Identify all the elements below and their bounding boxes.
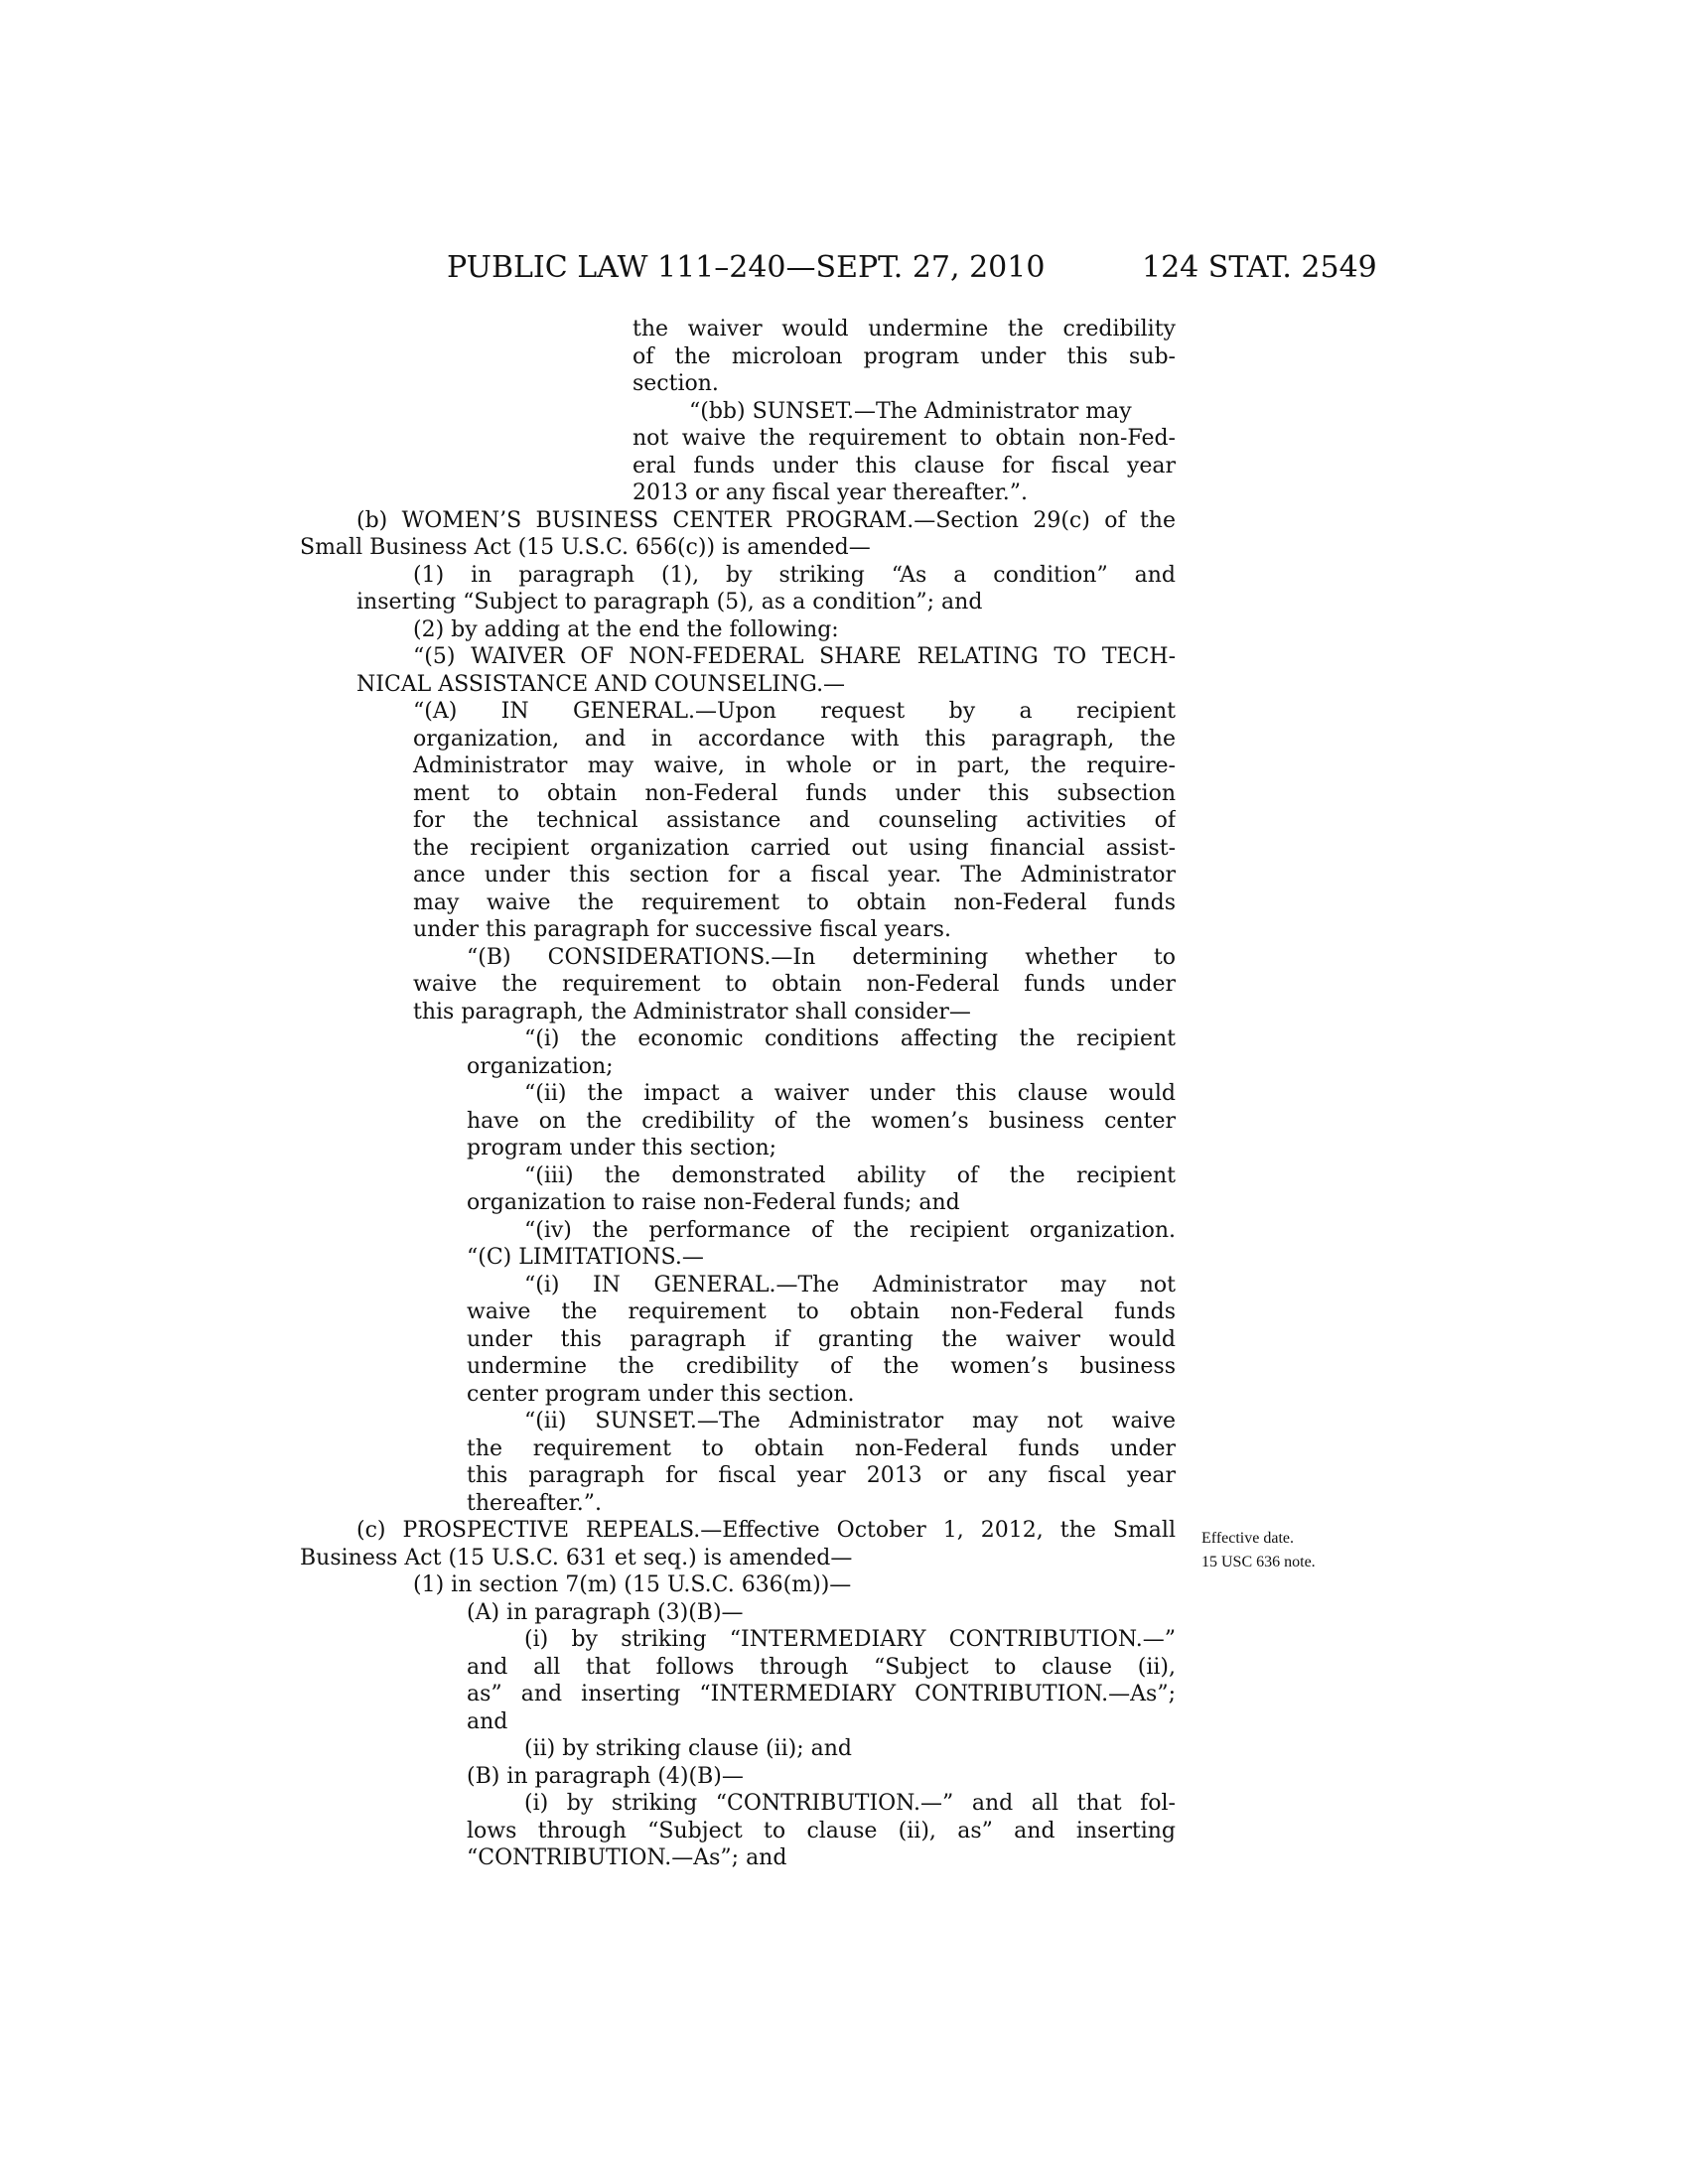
text-line: “(bb) SUNSET.—The Administrator may [689,398,1132,424]
text-line: (ii) by striking clause (ii); and [524,1736,852,1761]
text-line: ance under this section for a fiscal year. The Administrator [413,863,1176,887]
text-line: 2013 or any fiscal year thereafter.”. [633,480,1028,505]
text-line: organization; [467,1053,614,1079]
text-line: (1) in paragraph (1), by striking “As a condition” and [413,562,1176,588]
text-line: have on the credibility of the women’s business center [467,1108,1176,1134]
text-line: and all that follows through “Subject to clause (ii), [467,1654,1176,1680]
text-line: this paragraph for fiscal year 2013 or any fiscal year [467,1463,1176,1488]
text-line: this paragraph, the Administrator shall consider— [413,999,971,1024]
text-line: “(ii) SUNSET.—The Administrator may not waive [524,1409,1176,1433]
text-line: the recipient organization carried out using financial assist- [413,835,1176,861]
text-line: Small Business Act (15 U.S.C. 656(c)) is amended— [300,535,871,560]
text-line: center program under this section. [467,1381,855,1407]
text-line: “(5) WAIVER OF NON-FEDERAL SHARE RELATING TO TECH- [413,644,1176,669]
text-line: “(iii) the demonstrated ability of the recipient [524,1162,1176,1188]
text-line: program under this section; [467,1136,777,1160]
text-line: lows through “Subject to clause (ii), as” and inserting [467,1818,1176,1843]
text-line: Business Act (15 U.S.C. 631 et seq.) is amended— [300,1545,853,1570]
text-line: “(iv) the performance of the recipient organization. [524,1217,1176,1243]
margin-note-usc-reference: 15 USC 636 note. [1201,1554,1316,1570]
text-line: under this paragraph for successive fiscal years. [413,917,951,942]
text-line: Administrator may waive, in whole or in part, the require- [413,753,1176,778]
text-line: as” and inserting “INTERMEDIARY CONTRIBUTION.—As”; [467,1682,1176,1706]
text-line: “(ii) the impact a waiver under this clause would [524,1081,1176,1106]
margin-note [1201,1527,1316,1574]
text-line: “(C) LIMITATIONS.— [467,1245,704,1270]
text-line: (1) in section 7(m) (15 U.S.C. 636(m))— [413,1572,852,1597]
text-line: (b) WOMEN’S BUSINESS CENTER PROGRAM.—Section 29(c) of the [356,507,1176,533]
text-line: (2) by adding at the end the following: [413,616,839,642]
statute-body [300,316,1176,1872]
text-line: NICAL ASSISTANCE AND COUNSELING.— [356,671,846,697]
text-line: “(i) the economic conditions affecting the recipient [524,1026,1176,1051]
text-line: (A) in paragraph (3)(B)— [467,1599,744,1625]
text-line: “CONTRIBUTION.—As”; and [467,1845,787,1870]
text-line: ment to obtain non-Federal funds under this subsection [413,780,1176,806]
text-line: waive the requirement to obtain non-Federal funds [467,1299,1176,1324]
running-head-public-law: PUBLIC LAW 111–240—SEPT. 27, 2010 [447,250,1046,285]
text-line: may waive the requirement to obtain non-Federal funds [413,889,1176,915]
text-line: and [467,1708,508,1734]
running-head-stat-page: 124 STAT. 2549 [1142,250,1377,285]
text-line: (i) by striking “INTERMEDIARY CONTRIBUTION.—” [524,1627,1176,1652]
text-line: (B) in paragraph (4)(B)— [467,1763,744,1789]
text-line: under this paragraph if granting the waiver would [467,1326,1176,1352]
text-line: thereafter.”. [467,1490,603,1516]
text-line: not waive the requirement to obtain non-Fed- [633,426,1176,451]
text-line: inserting “Subject to paragraph (5), as a condition”; and [356,590,983,614]
text-line: (i) by striking “CONTRIBUTION.—” and all that fol- [524,1791,1176,1816]
margin-note-effective-date: Effective date. [1201,1530,1294,1547]
text-line: organization, and in accordance with this paragraph, the [413,726,1176,751]
text-line: section. [633,371,719,396]
text-line: undermine the credibility of the women’s business [467,1354,1176,1379]
text-line: “(i) IN GENERAL.—The Administrator may not [524,1272,1176,1297]
text-line: (c) PROSPECTIVE REPEALS.—Effective October 1, 2012, the Small [356,1518,1176,1543]
text-line: the requirement to obtain non-Federal funds under [467,1435,1176,1461]
text-line: waive the requirement to obtain non-Federal funds under [413,972,1176,997]
text-line: organization to raise non-Federal funds; and [467,1190,960,1215]
text-line: of the microloan program under this sub- [633,343,1176,369]
text-line: the waiver would undermine the credibility [633,317,1176,341]
text-line: for the technical assistance and counseling activities of [413,808,1176,833]
text-line: eral funds under this clause for fiscal year [633,453,1176,478]
text-line: “(B) CONSIDERATIONS.—In determining whether to [467,944,1176,970]
text-line: “(A) IN GENERAL.—Upon request by a recipient [413,699,1176,724]
